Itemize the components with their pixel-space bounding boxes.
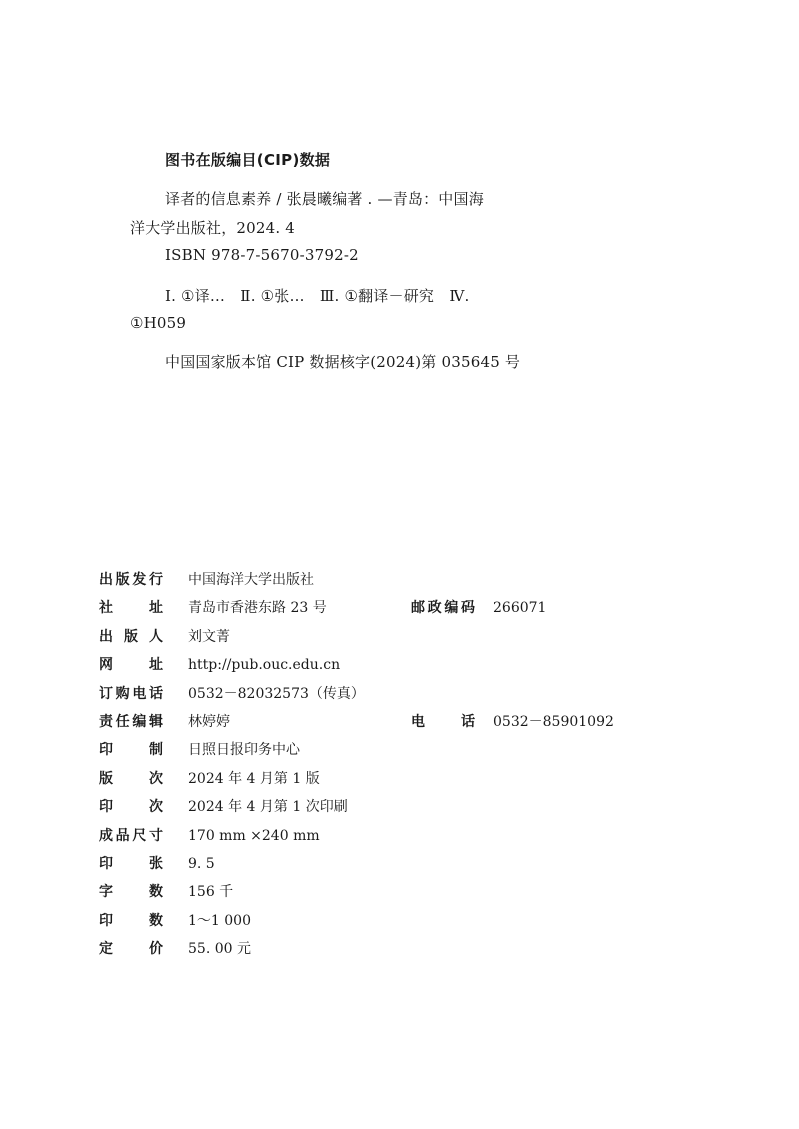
spec-value: 林婷婷: [188, 713, 230, 730]
spec-value: 青岛市香港东路 23 号: [188, 600, 327, 617]
spec-row: [99, 795, 719, 823]
spec-label-secondary: 邮 政 编 码: [411, 600, 475, 617]
spec-value: 2024 年 4 月第 1 版: [188, 770, 320, 787]
spec-value-secondary: 0532－85901092: [493, 713, 614, 730]
spec-label: 印 次: [99, 799, 163, 816]
spec-row: [99, 824, 719, 852]
spec-label: 印 数: [99, 912, 163, 929]
spec-row: [99, 852, 719, 880]
spec-row: [99, 682, 719, 710]
spec-value: 2024 年 4 月第 1 次印刷: [188, 799, 348, 816]
spec-label: 网 址: [99, 657, 163, 674]
cip-line-publisher: 洋大学出版社，2024. 4: [130, 219, 296, 237]
spec-row: [99, 710, 719, 738]
cip-line-title-author: 译者的信息素养 / 张晨曦编著 . —青岛：中国海: [165, 190, 484, 208]
spec-value: 日照日报印务中心: [188, 742, 300, 759]
spec-label: 版 次: [99, 770, 163, 787]
spec-label: 责 任 编 辑: [99, 713, 163, 730]
spec-label: 成 品 尺 寸: [99, 827, 163, 844]
spec-row: [99, 909, 719, 937]
spec-label: 印 制: [99, 742, 163, 759]
spec-label: 订 购 电 话: [99, 685, 163, 702]
cip-line-classification-cont: ①H059: [130, 314, 187, 332]
spec-row: [99, 738, 719, 766]
spec-row: [99, 653, 719, 681]
spec-label: 印 张: [99, 855, 163, 872]
cip-line-record-number: 中国国家版本馆 CIP 数据核字(2024)第 035645 号: [165, 353, 521, 371]
cip-line-isbn: ISBN 978-7-5670-3792-2: [165, 246, 359, 264]
spec-value: 0532－82032573（传真）: [188, 685, 365, 702]
spec-value: 中国海洋大学出版社: [188, 572, 314, 588]
spec-value: 55. 00 元: [188, 941, 251, 958]
spec-value: 1～1 000: [188, 912, 251, 929]
spec-value: 170 mm ×240 mm: [188, 827, 320, 844]
spec-value: http://pub.ouc.edu.cn: [188, 657, 341, 674]
spec-label: 出 版 发 行: [99, 572, 163, 588]
publication-specs: [99, 568, 719, 965]
spec-row: [99, 568, 719, 596]
spec-row: [99, 625, 719, 653]
spec-value-secondary: 266071: [493, 600, 547, 617]
spec-row: [99, 767, 719, 795]
spec-row: [99, 596, 719, 624]
spec-label: 字 数: [99, 884, 163, 901]
spec-value: 刘文菁: [188, 628, 230, 645]
spec-row: [99, 937, 719, 965]
cip-title: 图书在版编目(CIP)数据: [165, 151, 331, 169]
spec-value: 9. 5: [188, 855, 215, 872]
spec-value: 156 千: [188, 884, 234, 901]
spec-label: 出 版 人: [99, 628, 163, 645]
spec-row: [99, 880, 719, 908]
spec-label-secondary: 电 话: [411, 713, 475, 730]
spec-label: 社 址: [99, 600, 163, 617]
spec-label: 定 价: [99, 941, 163, 958]
cip-line-classification: Ⅰ. ①译… Ⅱ. ①张… Ⅲ. ①翻译－研究 Ⅳ.: [165, 287, 470, 305]
